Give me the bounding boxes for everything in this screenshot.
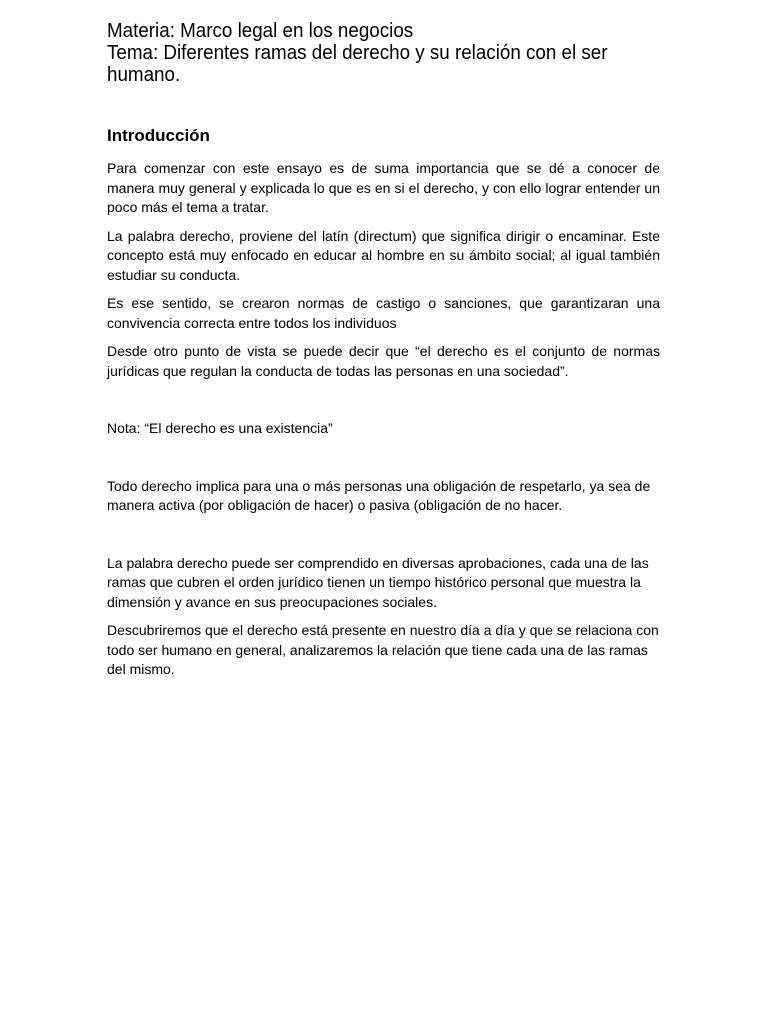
- section-title: Introducción: [107, 126, 210, 145]
- document-header: [107, 20, 662, 86]
- paragraph-4: Desde otro punto de vista se puede decir que “el derecho es el conjunto de normas jurídicas que regulan la conducta de todas las personas en una sociedad”.: [107, 343, 660, 379]
- subject-line: Materia: Marco legal en los negocios: [107, 20, 414, 42]
- note-paragraph: Nota: “El derecho es una existencia”: [107, 420, 333, 436]
- document-page: [107, 0, 660, 680]
- paragraph-1: Para comenzar con este ensayo es de suma importancia que se dé a conocer de manera muy general y explicada lo que es en si el derecho, y con ello lograr entender un poco más el tema a tratar.: [107, 160, 660, 215]
- paragraph-5: Todo derecho implica para una o más personas una obligación de respetarlo, ya sea de manera activa (por obligación de hacer) o pasiva (obligación de no hacer.: [107, 477, 651, 513]
- paragraph-6: La palabra derecho puede ser comprendido en diversas aprobaciones, cada una de las ramas que cubren el orden jurídico tienen un tiempo histórico personal que muestra la dimensión y avance en sus preocupaciones sociales.: [107, 554, 649, 610]
- paragraph-7: Descubriremos que el derecho está presente en nuestro día a día y que se relaciona con todo ser humano en general, analizaremos la relación que tiene cada una de las ramas del mismo.: [107, 622, 659, 677]
- topic-line: Tema: Diferentes ramas del derecho y su relación con el ser humano.: [107, 42, 608, 86]
- paragraph-3: Es ese sentido, se crearon normas de castigo o sanciones, que garantizaran una convivencia correcta entre todos los individuos: [107, 295, 660, 331]
- paragraph-2: La palabra derecho, proviene del latín (directum) que significa dirigir o encaminar. Este concepto está muy enfocado en educar al hombre en su ámbito social; al igual también estudiar su conducta.: [107, 227, 660, 283]
